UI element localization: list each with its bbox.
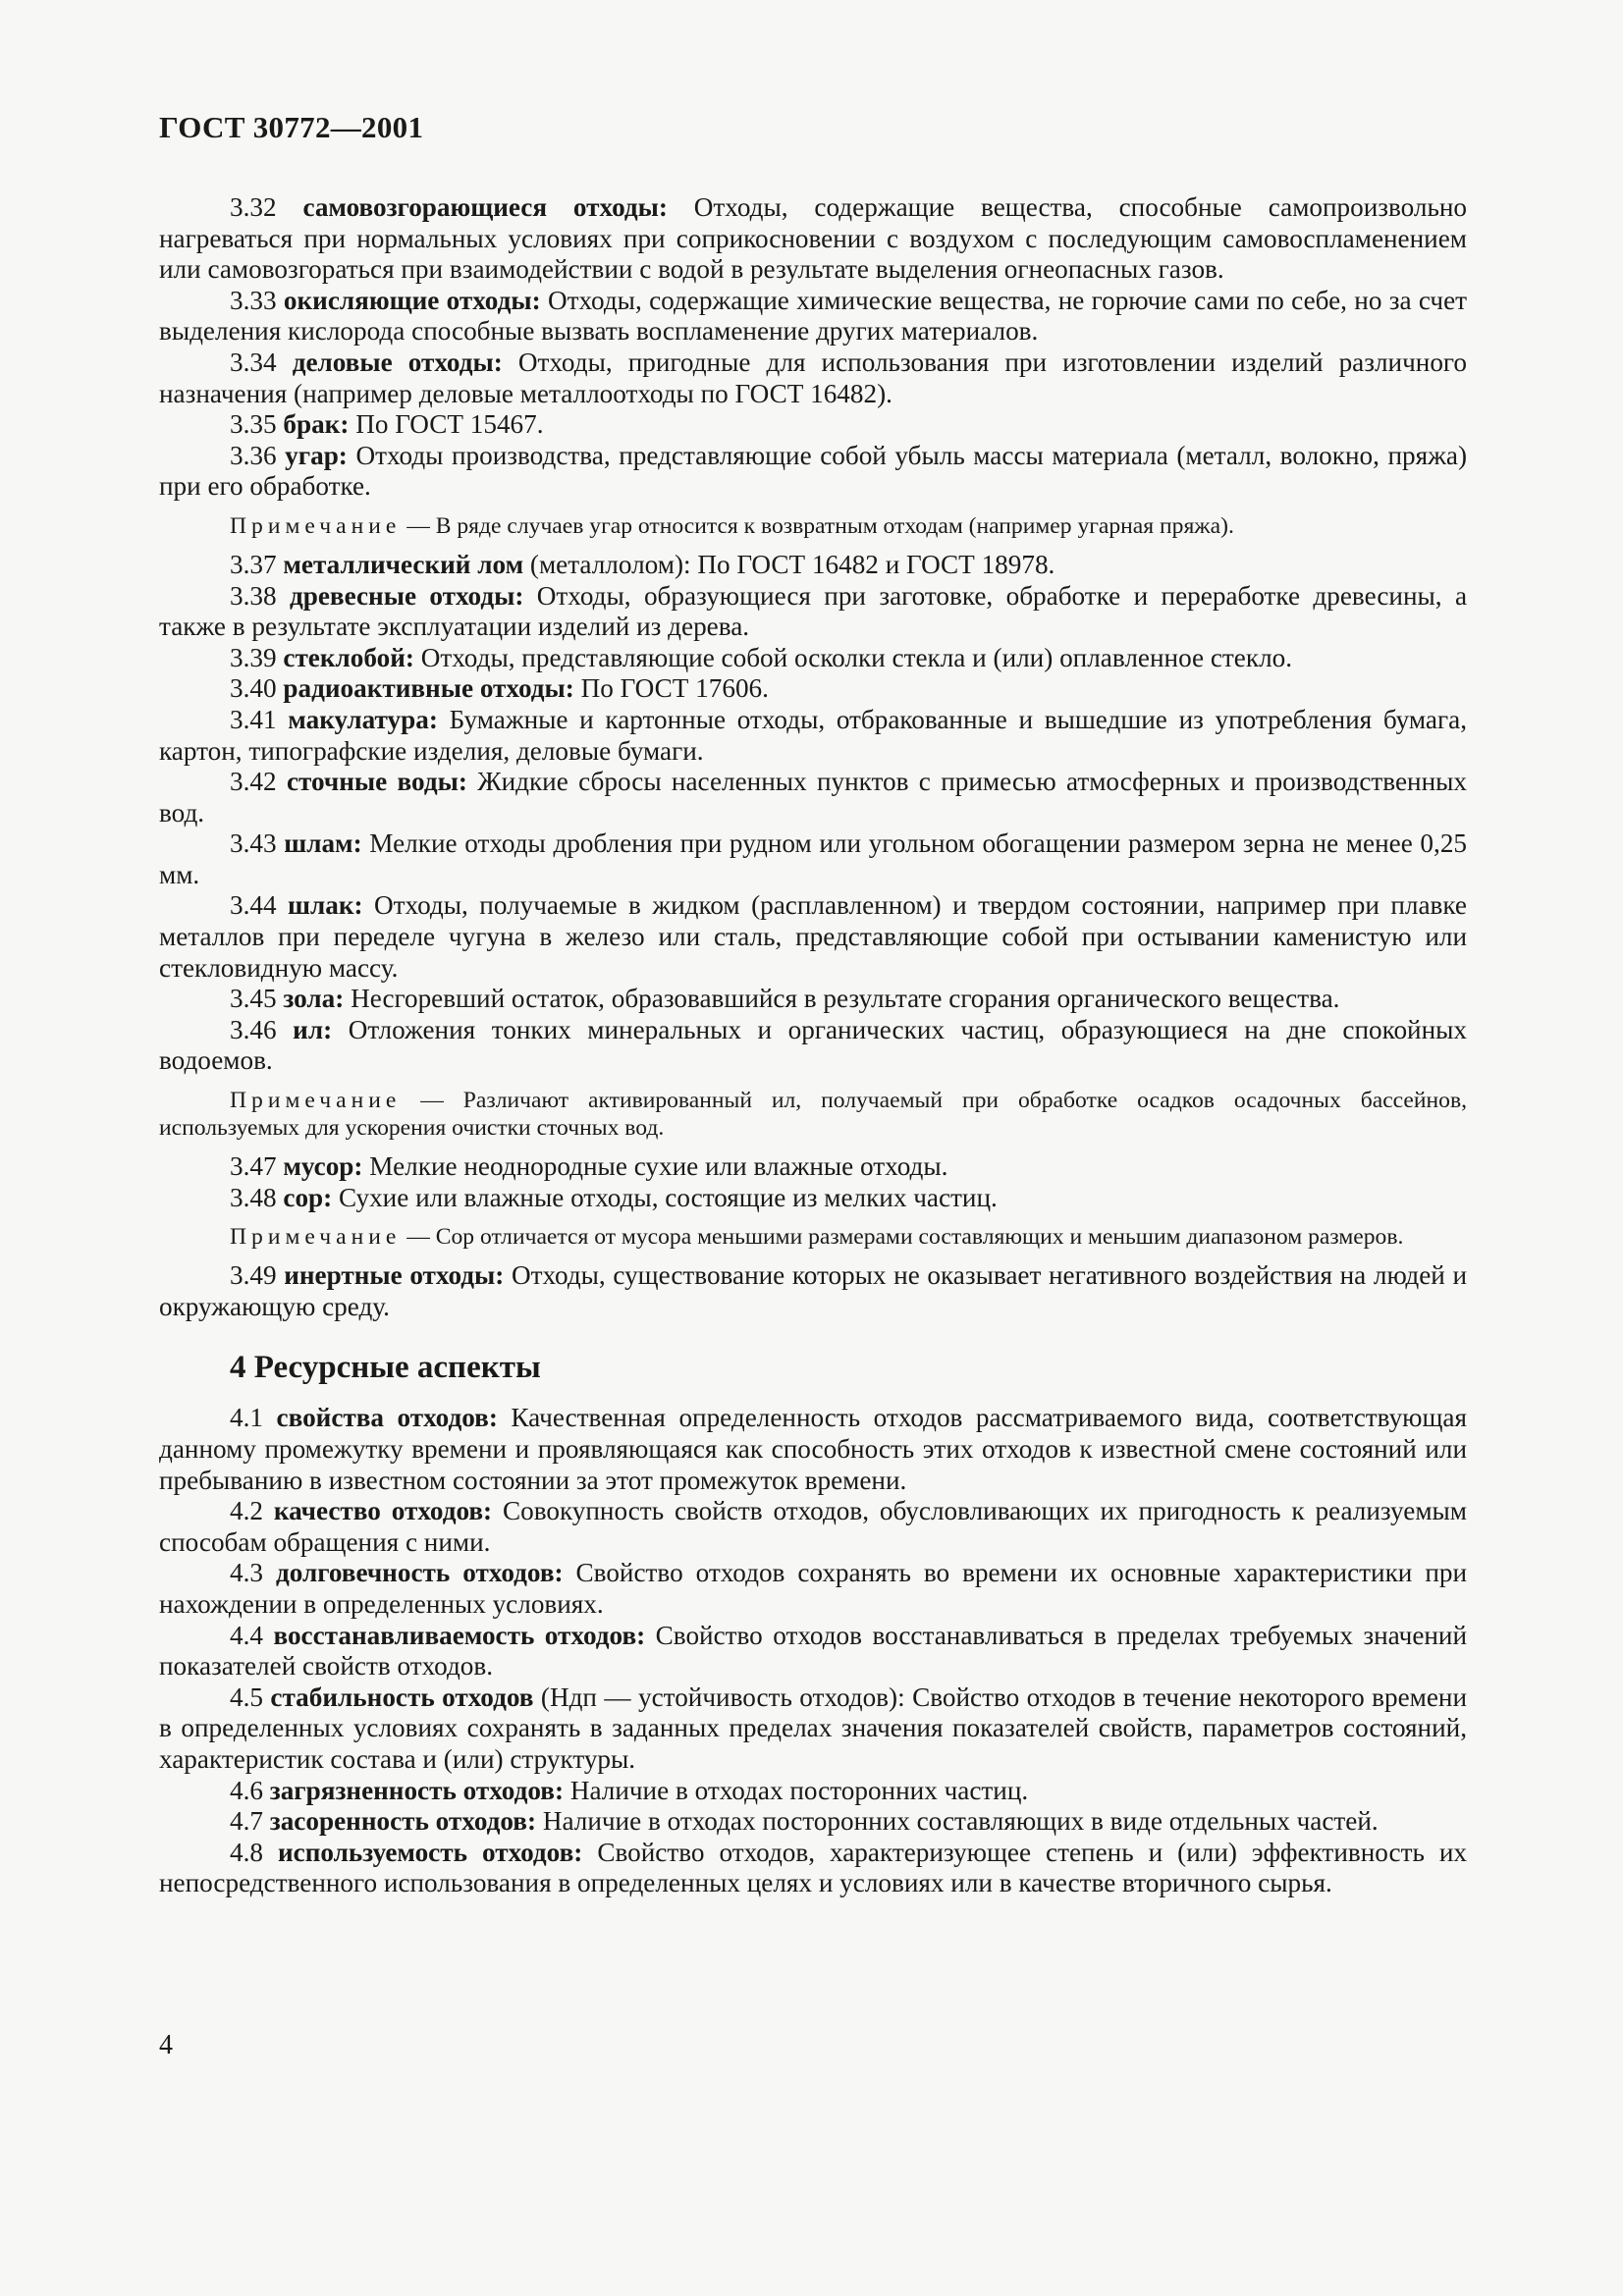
entry-3-45: 3.45 зола: Несгоревший остаток, образовавшийся в результате сгорания органического вещества. [230, 984, 1340, 1014]
entry-4-3: 4.3 долговечность отходов: Свойство отходов сохранять во времени их основные характеристики при нахождении в определенных условиях. [159, 1558, 1468, 1619]
entry-3-41: 3.41 макулатура: Бумажные и картонные отходы, отбракованные и вышедшие из употребления бумага, картон, типографские изделия, деловые бумаги. [159, 704, 1468, 766]
document-header: ГОСТ 30772—2001 [159, 110, 424, 144]
entry-3-42: 3.42 сточные воды: Жидкие сбросы населенных пунктов с примесью атмосферных и производственных вод. [159, 767, 1468, 828]
entry-3-46: 3.46 ил: Отложения тонких минеральных и органических частиц, образующиеся на дне спокойных водоемов. [159, 1014, 1468, 1076]
entry-3-43: 3.43 шлам: Мелкие отходы дробления при рудном или угольном обогащении размером зерна не менее 0,25 мм. [159, 828, 1468, 889]
document-body [159, 192, 1467, 1899]
entry-3-47: 3.47 мусор: Мелкие неоднородные сухие или влажные отходы. [230, 1151, 948, 1182]
entry-3-38: 3.38 древесные отходы: Отходы, образующиеся при заготовке, обработке и переработке древесины, а также в результате эксплуатации изделий из дерева. [159, 580, 1468, 642]
entry-4-5: 4.5 стабильность отходов (Ндп — устойчивость отходов): Свойство отходов в течение некоторого времени в определенных условиях сохранять в заданных пределах значения показателей свойств, параметров состояний, характеристик состава и (или) структуры. [159, 1682, 1468, 1774]
entry-4-7: 4.7 засоренность отходов: Наличие в отходах посторонних составляющих в виде отдельных частей. [230, 1806, 1379, 1837]
entry-3-35: 3.35 брак: По ГОСТ 15467. [230, 409, 544, 440]
entry-4-6: 4.6 загрязненность отходов: Наличие в отходах посторонних частиц. [230, 1775, 1029, 1805]
entry-4-2: 4.2 качество отходов: Совокупность свойств отходов, обусловливающих их пригодность к реализуемым способам обращения с ними. [159, 1496, 1468, 1557]
entry-3-39: 3.39 стеклобой: Отходы, представляющие собой осколки стекла и (или) оплавленное стекло. [230, 642, 1293, 672]
entry-4-4: 4.4 восстанавливаемость отходов: Свойство отходов восстанавливаться в пределах требуемых значений показателей свойств отходов. [159, 1620, 1468, 1682]
entry-3-48: 3.48 сор: Сухие или влажные отходы, состоящие из мелких частиц. [230, 1182, 998, 1212]
entry-3-36: 3.36 угар: Отходы производства, представляющие собой убыль массы материала (металл, волокно, пряжа) при его обработке. [159, 440, 1468, 502]
entry-3-34: 3.34 деловые отходы: Отходы, пригодные для использования при изготовлении изделий различного назначения (например деловые металлоотходы по ГОСТ 16482). [159, 347, 1467, 408]
entry-3-40: 3.40 радиоактивные отходы: По ГОСТ 17606. [230, 673, 769, 704]
entry-4-8: 4.8 используемость отходов: Свойство отходов, характеризующее степень и (или) эффективность их непосредственного использования в определенных целях и условиях или в качестве вторичного сырья. [159, 1837, 1468, 1898]
entry-3-33: 3.33 окисляющие отходы: Отходы, содержащие химические вещества, не горючие сами по себе, но за счет выделения кислорода способные вызвать воспламенение других материалов. [159, 285, 1468, 347]
section-heading-4: 4 Ресурсные аспекты [230, 1350, 541, 1386]
note-sor: Примечание — Сор отличается от мусора меньшими размерами составляющих и меньшим диапазоном размеров. [230, 1224, 1404, 1251]
entry-4-1: 4.1 свойства отходов: Качественная определенность отходов рассматриваемого вида, соответствующая данному промежутку времени и проявляющаяся как способность этих отходов к известной смене состояний или пребыванию в известном состоянии за этот промежуток времени. [159, 1403, 1468, 1495]
entry-3-49: 3.49 инертные отходы: Отходы, существование которых не оказывает негативного воздействия на людей и окружающую среду. [159, 1260, 1468, 1321]
note-ugar: Примечание — В ряде случаев угар относится к возвратным отходам (например угарная пряжа). [230, 512, 1234, 539]
page-number: 4 [159, 2030, 173, 2060]
entry-3-32: 3.32 самовозгорающиеся отходы: Отходы, содержащие вещества, способные самопроизвольно нагреваться при нормальных условиях при соприкосновении с воздухом с последующим самовоспламенением или самовозгораться при взаимодействии с водой в результате выделения огнеопасных газов. [159, 192, 1468, 285]
note-il: Примечание — Различают активированный ил, получаемый при обработке осадков осадочных бассейнов, используемых для ускорения очистки сточных вод. [159, 1088, 1467, 1142]
entry-3-44: 3.44 шлак: Отходы, получаемые в жидком (расплавленном) и твердом состоянии, например при плавке металлов при переделе чугуна в железо или сталь, представляющие собой при остывании каменистую или стекловидную массу. [159, 890, 1467, 983]
entry-3-37: 3.37 металлический лом (металлолом): По ГОСТ 16482 и ГОСТ 18978. [230, 549, 1055, 579]
